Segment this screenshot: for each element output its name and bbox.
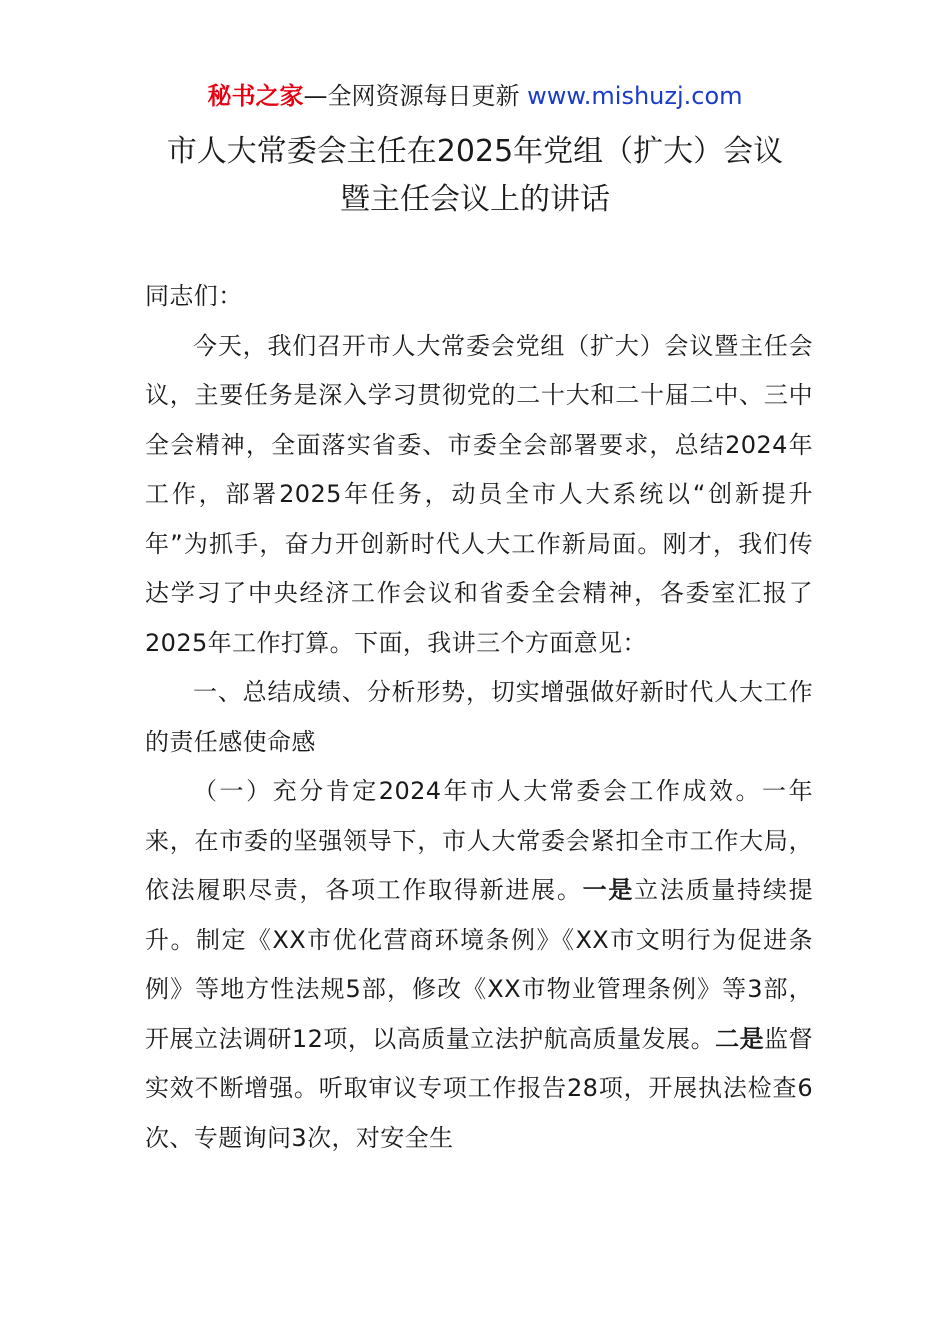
- intro-paragraph: 今天，我们召开市人大常委会党组（扩大）会议暨主任会议，主要任务是深入学习贯彻党的二十大和二十届二中、三中全会精神，全面落实省委、市委全会部署要求，总结2024年工作，部署2025年任务，动员全市人大系统以“创新提升年”为抓手，奋力开创新时代人大工作新局面。刚才，我们传达学习了中央经济工作会议和省委全会精神，各委室汇报了2025年工作打算。下面，我讲三个方面意见：: [145, 331, 813, 657]
- title-line-2: 暨主任会议上的讲话: [340, 182, 610, 217]
- subsection-1-text-a: （一）充分肯定2024年市人大常委会工作成效。一年来，在市委的坚强领导下，市人大常委会紧扣全市工作大局，依法履职尽责，各项工作取得新进展。: [145, 777, 813, 904]
- salutation: 同志们：: [145, 282, 243, 310]
- title-line-1: 市人大常委会主任在2025年党组（扩大）会议: [166, 134, 784, 169]
- site-url-link[interactable]: www.mishuzj.com: [527, 82, 743, 110]
- site-brand: 秘书之家: [207, 82, 304, 110]
- subsection-1-text-b: 立法质量持续提升。制定《XX市优化营商环境条例》《XX市文明行为促进条例》等地方性法规5部，修改《XX市物业管理条例》等3部，开展立法调研12项，以高质量立法护航高质量发展。: [145, 876, 813, 1053]
- site-tagline: —全网资源每日更新: [303, 82, 528, 110]
- subsection-1-paragraph: [145, 767, 813, 1163]
- section-1-heading: 一、总结成绩、分析形势，切实增强做好新时代人大工作的责任感使命感: [145, 678, 813, 756]
- point-marker-2: 二是: [715, 1024, 765, 1053]
- point-marker-1: 一是: [582, 876, 635, 904]
- document-title: [60, 128, 890, 224]
- site-header: [0, 80, 950, 112]
- subsection-1-text-c: 监督实效不断增强。听取审议专项工作报告28项，开展执法检查6次、专题询问3次，对安全生: [145, 1024, 813, 1152]
- document-body: [145, 272, 813, 1163]
